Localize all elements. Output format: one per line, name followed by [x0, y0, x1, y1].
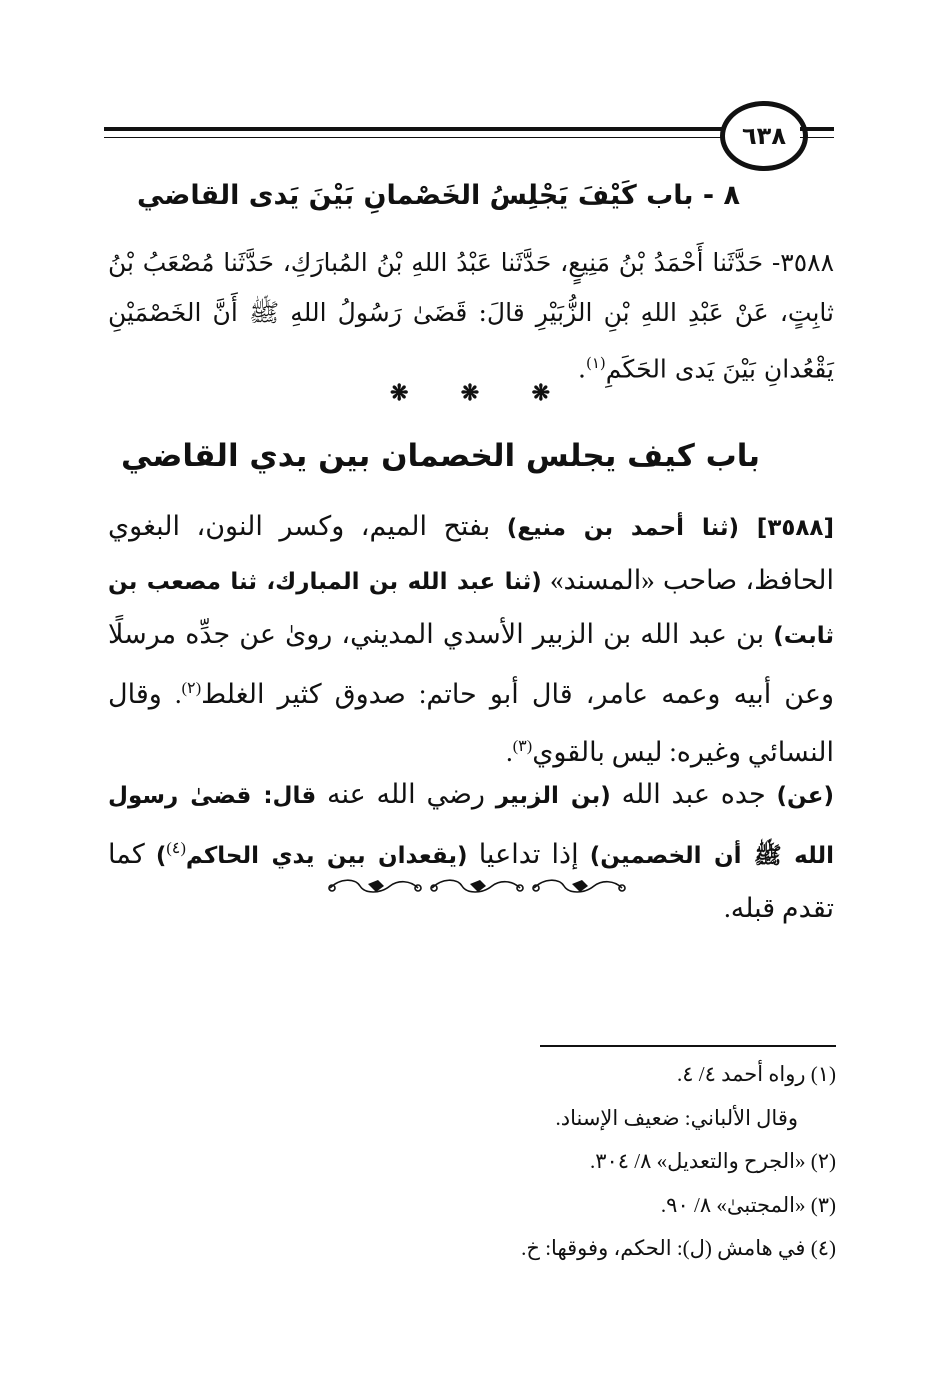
bold-quote: ) — [155, 843, 167, 869]
header-rule-thin — [104, 137, 724, 138]
commentary-text: . وقال النسائي وغيره: ليس بالقوي — [108, 679, 834, 767]
footnote-ref-2[interactable]: (٢) — [181, 679, 202, 697]
commentary-text: إذا تداعيا — [467, 839, 590, 869]
commentary-text: كما تقدم قبله. — [108, 839, 834, 923]
footnote-4: (٤) في هامش (ل): الحكم، وفوقها: خ. — [521, 1236, 836, 1260]
commentary-end: . — [505, 737, 513, 767]
page-number: ٦٣٨ — [720, 101, 808, 171]
header-rule-thick — [104, 127, 724, 131]
honorific-text: رضي الله عنه — [316, 779, 496, 809]
decorative-divider-ornament — [320, 866, 630, 906]
footnote-1: (١) رواه أحمد ٤/ ٤. — [676, 1062, 836, 1086]
footnote-ref-4[interactable]: (٤) — [166, 839, 186, 857]
commentary-heading: باب كيف يجلس الخصمان بين يدي القاضي — [121, 438, 760, 474]
commentary-text: بفتح الميم، وكسر النون، البغوي الحافظ، صاحب «المسند» — [108, 511, 834, 595]
commentary-text: بن عبد الله بن الزبير الأسدي المديني، روىٰ عن جدِّه مرسلًا وعن أبيه وعمه عامر، قال أبو حاتم: صدوق كثير الغلط — [108, 619, 834, 709]
commentary-text: جده عبد الله — [610, 779, 777, 809]
hadith-end: . — [578, 354, 586, 384]
bold-quote: (يقعدان بين يدي الحاكم — [185, 843, 468, 869]
star-ornament: ❋ — [531, 380, 550, 406]
bold-quote: (ثنا عبد الله بن المبارك، ثنا مصعب بن ثابت) — [108, 569, 834, 649]
commentary-paragraph-2 — [108, 768, 834, 934]
bold-quote: (بن الزبير — [495, 783, 611, 809]
footnote-ref-3[interactable]: (٣) — [512, 737, 533, 755]
footnote-2: (٢) «الجرح والتعديل» ٨/ ٣٠٤. — [589, 1149, 836, 1173]
section-separator — [390, 380, 550, 406]
star-ornament: ❋ — [460, 380, 480, 406]
footnote-3: (٣) «المجتبىٰ» ٨/ ٩٠. — [660, 1192, 836, 1217]
hadith-text — [108, 238, 834, 394]
footnotes — [300, 1053, 836, 1271]
bold-quote: [٣٥٨٨] (ثنا أحمد بن منيع) — [506, 515, 834, 541]
star-ornament: ❋ — [390, 380, 409, 406]
hadith-body: ٣٥٨٨- حَدَّثَنا أَحْمَدُ بْنُ مَنِيعٍ، حَدَّثَنا عَبْدُ اللهِ بْنُ المُبارَكِ، حَدَّثَنا مُصْعَبُ بْنُ ثابِتٍ، عَنْ عَبْدِ اللهِ بْنِ الزُّبَيْرِ قالَ: قَضَىٰ رَسُولُ اللهِ ﷺ أَنَّ الخَصْمَيْنِ يَقْعُدانِ بَيْنَ يَدى الحَكَمِ — [108, 248, 834, 384]
bold-quote: (عن) — [776, 783, 834, 809]
chapter-heading: ٨ - باب كَيْفَ يَجْلِسُ الخَصْمانِ بَيْنَ يَدى القاضي — [136, 180, 740, 211]
bold-quote: قال: قضىٰ رسول الله ﷺ أن الخصمين) — [108, 783, 834, 869]
commentary-paragraph-1 — [108, 500, 834, 778]
footnote-rule — [540, 1045, 836, 1047]
footnote-ref-1[interactable]: (١) — [585, 354, 606, 372]
footnote-1-continued: وقال الألباني: ضعيف الإسناد. — [555, 1105, 798, 1130]
